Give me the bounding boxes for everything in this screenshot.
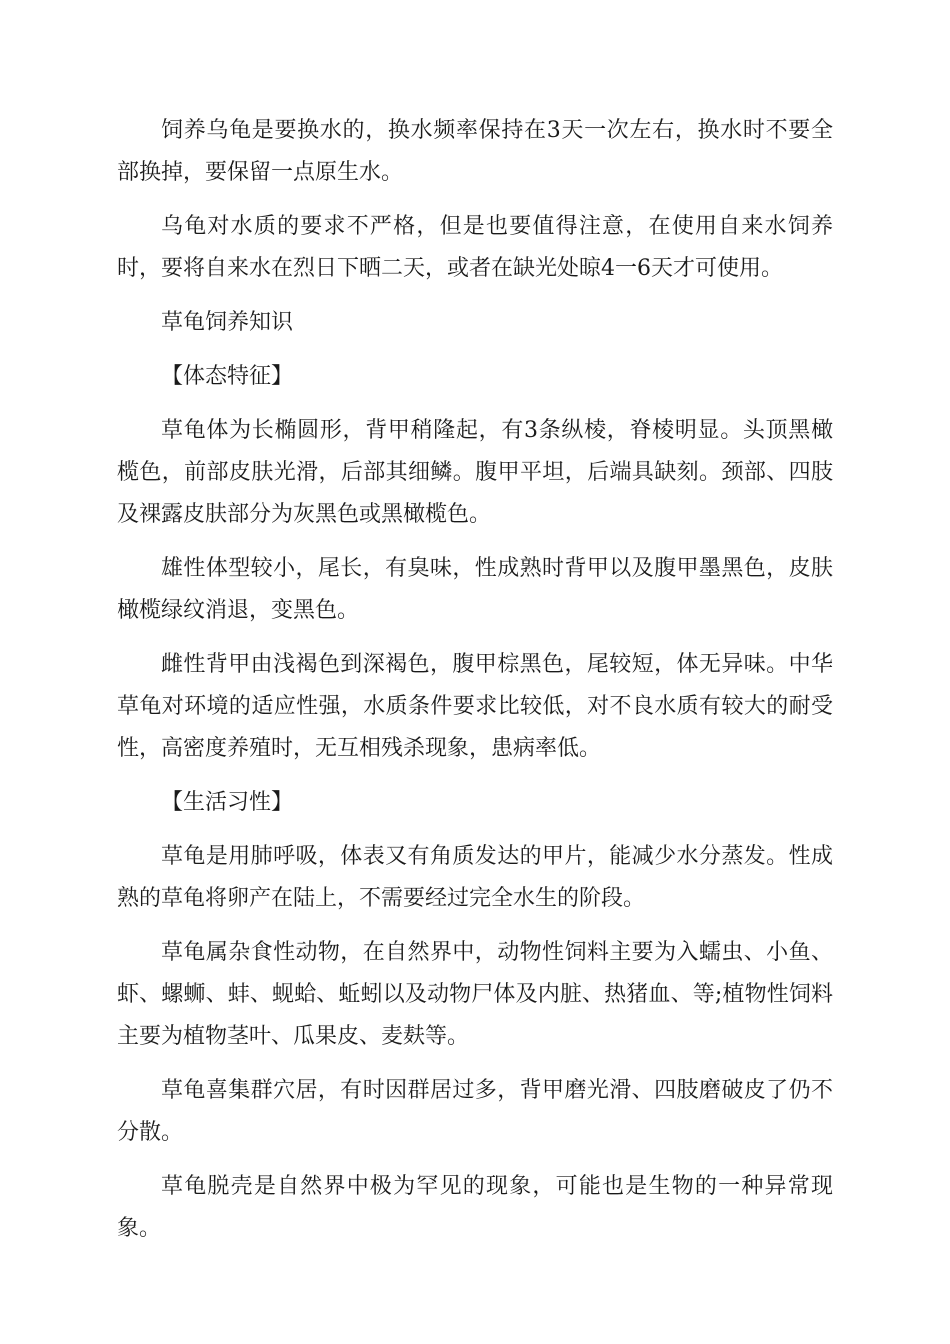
- section-heading-features: 【体态特征】: [161, 364, 294, 389]
- paragraph-shedding: 草龟脱壳是自然界中极为罕见的现象，可能也是生物的一种异常现象。: [117, 1174, 833, 1241]
- paragraph-breathing: 草龟是用肺呼吸，体表又有角质发达的甲片，能减少水分蒸发。性成熟的草龟将卵产在陆上，不需要经过完全水生的阶段。: [117, 844, 833, 911]
- paragraph-group-living: 草龟喜集群穴居，有时因群居过多，背甲磨光滑、四肢磨破皮了仍不分散。: [117, 1078, 833, 1145]
- paragraph-water-change: 饲养乌龟是要换水的，换水频率保持在3天一次左右，换水时不要全部换掉，要保留一点原生水。: [117, 118, 833, 185]
- document-body: [117, 110, 833, 1262]
- paragraph-water-quality: 乌龟对水质的要求不严格，但是也要值得注意，在使用自来水饲养时，要将自来水在烈日下晒二天，或者在缺光处晾4一6天才可使用。: [117, 214, 833, 281]
- paragraph-female: 雌性背甲由浅褐色到深褐色，腹甲棕黑色，尾较短，体无异味。中华草龟对环境的适应性强，水质条件要求比较低，对不良水质有较大的耐受性，高密度养殖时，无互相残杀现象，患病率低。: [117, 652, 833, 761]
- paragraph-body-shape: 草龟体为长椭圆形，背甲稍隆起，有3条纵棱，脊棱明显。头顶黑橄榄色，前部皮肤光滑，后部其细鳞。腹甲平坦，后端具缺刻。颈部、四肢及裸露皮肤部分为灰黑色或黑橄榄色。: [117, 418, 833, 527]
- section-title-care: 草龟饲养知识: [161, 310, 294, 335]
- paragraph-male: 雄性体型较小，尾长，有臭味，性成熟时背甲以及腹甲墨黑色，皮肤橄榄绿纹消退，变黑色。: [117, 556, 833, 623]
- section-heading-habits: 【生活习性】: [161, 790, 294, 815]
- paragraph-diet: 草龟属杂食性动物，在自然界中，动物性饲料主要为入蠕虫、小鱼、虾、螺蛳、蚌、蚬蛤、蚯蚓以及动物尸体及内脏、热猪血、等;植物性饲料主要为植物茎叶、瓜果皮、麦麸等。: [117, 940, 833, 1049]
